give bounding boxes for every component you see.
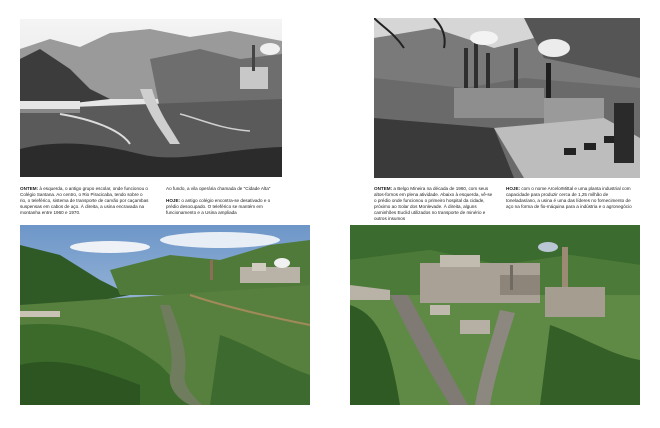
- caption-lead: HOJE:: [506, 186, 521, 191]
- photo-steelworks-then: [374, 18, 640, 178]
- caption-right-then: [374, 186, 494, 222]
- caption-text: à esquerda, o antigo grupo escolar, onde funcionou o Colégio Santana. Ao centro, o Rio Piracicaba, tendo sobre o rio, o teleférico, sistema de transporte de carvão por caçambas suspensas em cabos de aço. À direita, a usina encravada na montanha entre 1960 e 1970.: [20, 186, 149, 215]
- caption-text: com o nome ArcelorMittal e uma planta industrial com capacidade para produzir cerca de 1,25 milhão de toneladas/ano, a usina é uma das líderes no fornecimento de aço na forma de fio-máquina para a indústria e o agronegócio: [506, 186, 632, 209]
- caption-text: a Belgo Mineira na década de 1960, com seus altos-fornos em plena atividade. Abaixo à esquerda, vê-se o prédio onde funcionou o primeiro hospital da cidade, próximo ao Solar dos Monlevade. À direita, alguns caminhões Euclid utilizados no transporte de minério e outros insumos: [374, 186, 493, 221]
- caption-lead: HOJE:: [166, 198, 181, 203]
- caption-lead: ONTEM:: [374, 186, 393, 191]
- caption-right-now: [506, 186, 638, 210]
- photo-valley-then: [20, 19, 282, 177]
- caption-text: o antigo colégio encontra-se desativado e o prédio desocupado. O teleférico se mantém em funcionamento e a Usina ampliada: [166, 198, 271, 215]
- caption-line: Ao fundo, a vila operária chamada de "Cidade Alta": [166, 186, 271, 191]
- caption-lead: ONTEM:: [20, 186, 39, 191]
- caption-left-now: [166, 186, 284, 216]
- photo-steelworks-now: [350, 225, 640, 405]
- photo-valley-now: [20, 225, 310, 405]
- caption-left-then: [20, 186, 150, 216]
